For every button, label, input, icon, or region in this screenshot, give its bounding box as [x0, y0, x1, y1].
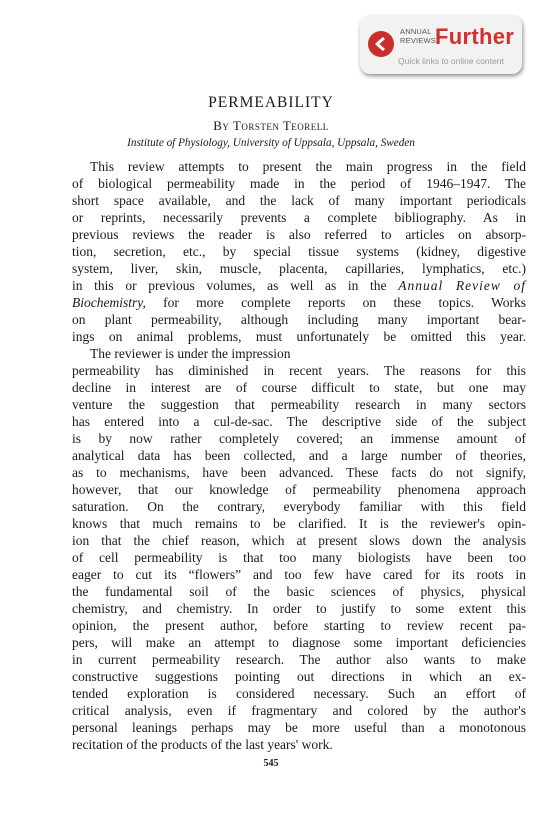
body-line: the fundamental soil of the basic sciences of physics, physical: [72, 584, 526, 599]
body-line: constructive suggestions pointing out directions in which an ex-: [72, 669, 526, 684]
badge-further-label: Further: [435, 24, 515, 49]
body-line: The reviewer is under the impression: [90, 346, 291, 361]
body-line: decline in interest are of course difficult to state, but one may: [72, 380, 526, 395]
body-line: ion that the chief reason, which at present slows down the analysis: [72, 533, 526, 548]
body-line: critical analysis, even if fragmentary and colored by the author's: [72, 703, 526, 718]
body-line: is by now rather completely covered; an immense amount of: [72, 431, 526, 446]
body-line: recitation of the products of the last years' work.: [72, 737, 333, 752]
body-line: has entered into a cul-de-sac. The descriptive side of the subject: [72, 414, 526, 429]
annual-reviews-further-badge[interactable]: [360, 16, 522, 74]
body-line: in this or previous volumes, as well as in the Annual Review of: [72, 278, 527, 293]
body-line: opinion, the present author, before starting to review recent pa-: [72, 618, 526, 633]
play-arrow-icon: [368, 31, 394, 57]
page-number: 545: [263, 758, 279, 769]
body-line: as to mechanisms, have been advanced. These facts do not signify,: [72, 465, 526, 480]
journal-title: Annual Review of: [398, 278, 527, 293]
body-line: This review attempts to present the main progress in the field: [90, 159, 526, 174]
body-line: on plant permeability, although including many important bear-: [72, 312, 526, 327]
article-title: PERMEABILITY: [208, 94, 334, 111]
body-line: of biological permeability made in the period of 1946–1947. The: [72, 176, 526, 191]
body-line: or reprints, necessarily prevents a complete bibliography. As in: [72, 210, 526, 225]
body-line: ings on animal problems, must unfortunately be omitted this year.: [72, 329, 526, 344]
body-line: venture the suggestion that permeability research in many sectors: [72, 397, 526, 412]
author-affiliation: Institute of Physiology, University of Uppsala, Uppsala, Sweden: [127, 137, 415, 149]
body-line: pers, will make an attempt to diagnose some important deficiencies: [72, 635, 526, 650]
journal-title: Biochemistry,: [72, 295, 146, 310]
badge-subtitle: Quick links to online content: [398, 56, 504, 66]
body-line: previous reviews the reader is also referred to articles on absorp-: [72, 227, 526, 242]
body-line: personal leanings perhaps may be more useful than a monotonous: [72, 720, 526, 735]
body-line: tended exploration is considered necessary. Such an effort of: [72, 686, 526, 701]
body-line: however, that our knowledge of permeability phenomena approach: [72, 482, 526, 497]
body-line: permeability has diminished in recent years. The reasons for this: [72, 363, 526, 378]
body-line: chemistry, and chemistry. In order to justify to some extent this: [72, 601, 526, 616]
body-line: eager to cut its “flowers” and too few have cared for its roots in: [72, 567, 526, 582]
body-line: analytical data has been collected, and a large number of theories,: [72, 448, 526, 463]
body-line: tion, secretion, etc., by special tissue systems (kidney, digestive: [72, 244, 526, 259]
body-line: of cell permeability is that too many biologists have been too: [72, 550, 526, 565]
body-line: saturation. On the contrary, everybody familiar with this field: [72, 499, 526, 514]
body-line: in current permeability research. The author also wants to make: [72, 652, 526, 667]
body-line: short space available, and the lack of many important periodicals: [72, 193, 526, 208]
body-line: system, liver, skin, muscle, placenta, capillaries, lymphatics, etc.): [72, 261, 526, 276]
body-line: Biochemistry, for more complete reports on these topics. Works: [72, 295, 527, 310]
badge-publisher-label: ANNUAL REVIEWS: [400, 27, 436, 45]
article-author: By Torsten Teorell: [213, 118, 329, 133]
body-line: knows that much remains to be clarified. It is the reviewer's opin-: [72, 516, 526, 531]
